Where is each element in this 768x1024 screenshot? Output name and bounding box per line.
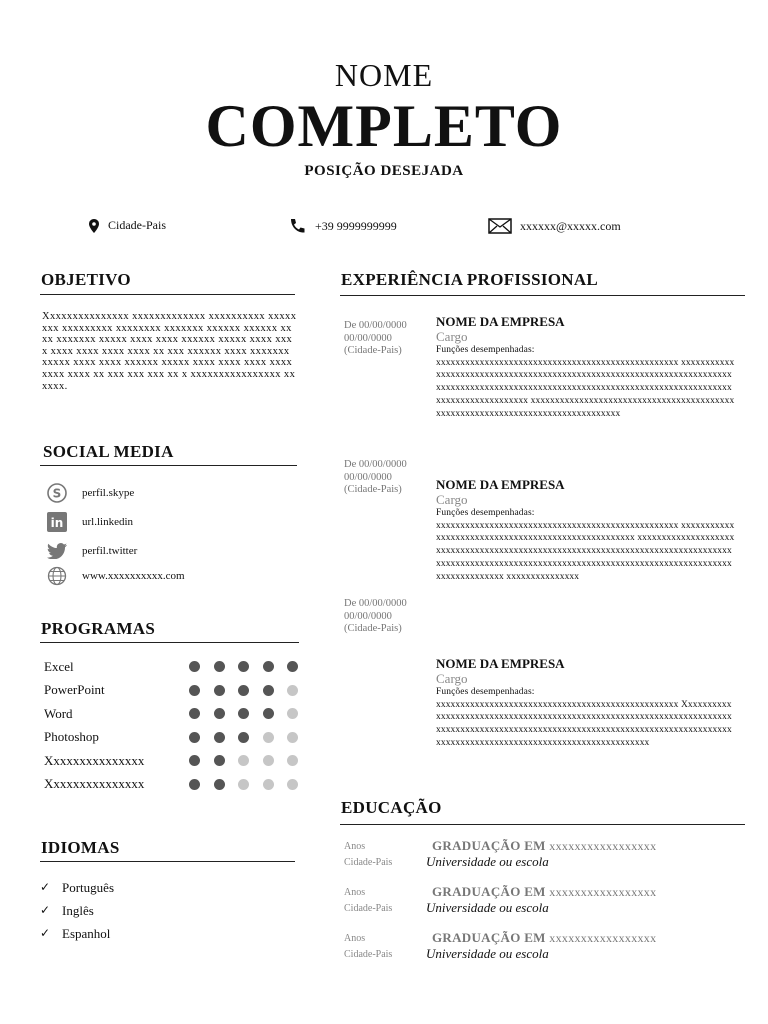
job-description: xxxxxxxxxxxxxxxxxxxxxxxxxxxxxxxxxxxxxxxxxxxxxxxxxx xxxxxxxxxxxxxxxxxxxxxxxxxxxxxxxxxxxxxxxxxxxxxxxxxxxx xxxxxxxxxxxxxxxxxxxxxxxxxxxxxxxxxxxxxxxxxxxxxxxxxxxxxxxxxxxxxxxxxxxxxxxxxxxxxxxxxxxxxxxxxxxxxxxxxxxxxxxxxxxxxxxxxxxxxxxxxxxxxxxxxxxxxxxxxxxxxxxxxxxxxxxxxxxx xxxxxxxxxxxxxxx [436, 520, 735, 582]
functions-label: Funções desempenhadas: [436, 508, 535, 518]
education-title: EDUCAÇÃO [341, 798, 442, 817]
skill-dot-filled [189, 779, 200, 790]
skill-dot-empty [287, 732, 298, 743]
skill-dot-filled [238, 685, 249, 696]
skill-dot-filled [189, 685, 200, 696]
linkedin-icon [46, 511, 68, 533]
programs-title: PROGRAMAS [41, 619, 156, 638]
program-label: Word [44, 705, 73, 721]
envelope-icon [488, 218, 512, 234]
skill-dot-empty [287, 685, 298, 696]
skill-dot-filled [214, 685, 225, 696]
job-entry [436, 314, 736, 420]
skill-dot-empty [287, 755, 298, 766]
program-item [44, 655, 304, 679]
social-title: SOCIAL MEDIA [43, 442, 174, 461]
edu-city: Cidade-Pais [344, 949, 393, 960]
programs-divider [40, 642, 299, 643]
name-line2: COMPLETO [205, 93, 563, 159]
globe-icon [46, 565, 68, 587]
language-item: ✓ Espanhol [40, 925, 111, 941]
skill-dot-filled [214, 779, 225, 790]
skill-dot-filled [214, 661, 225, 672]
skill-dot-filled [214, 708, 225, 719]
skill-level-dots [189, 661, 298, 672]
social-item-skype[interactable] [46, 483, 185, 503]
languages-divider [40, 861, 295, 862]
skill-level-dots [189, 732, 298, 743]
edu-degree: GRADUAÇÃO EM xxxxxxxxxxxxxxxxx [432, 838, 657, 853]
company-name: NOME DA EMPRESA [436, 314, 565, 329]
social-item-linkedin[interactable] [46, 512, 185, 532]
job-dates: De 00/00/0000 00/00/0000 (Cidade-Pais) [344, 598, 407, 634]
skill-dot-empty [238, 779, 249, 790]
job-role: Cargo [436, 329, 468, 344]
contact-phone [289, 218, 397, 234]
objective-divider [40, 294, 295, 295]
languages-title: IDIOMAS [41, 838, 120, 857]
map-pin-icon [88, 219, 100, 233]
edu-school: Universidade ou escola [426, 854, 549, 869]
programs-list [44, 655, 304, 796]
social-item-twitter[interactable] [46, 541, 185, 561]
edu-city: Cidade-Pais [344, 857, 393, 868]
skill-dot-filled [189, 755, 200, 766]
edu-years: Anos [344, 887, 366, 898]
skill-dot-filled [287, 661, 298, 672]
program-item [44, 702, 304, 726]
skill-dot-filled [214, 755, 225, 766]
edu-degree: GRADUAÇÃO EM xxxxxxxxxxxxxxxxx [432, 884, 657, 899]
edu-years: Anos [344, 841, 366, 852]
edu-school: Universidade ou escola [426, 946, 549, 961]
skill-dot-empty [263, 755, 274, 766]
skill-level-dots [189, 685, 298, 696]
skill-dot-filled [214, 732, 225, 743]
social-item-website[interactable] [46, 566, 185, 586]
skill-dot-filled [189, 708, 200, 719]
contact-location [88, 218, 166, 233]
company-name: NOME DA EMPRESA [436, 477, 565, 492]
program-label: Xxxxxxxxxxxxxxx [44, 776, 145, 792]
functions-label: Funções desempenhadas: [436, 687, 535, 697]
location-text: Cidade-Pais [108, 218, 166, 232]
skill-dot-filled [189, 732, 200, 743]
desired-position: POSIÇÃO DESEJADA [304, 163, 464, 179]
job-entry [436, 656, 736, 771]
edu-school: Universidade ou escola [426, 900, 549, 915]
check-icon: ✓ [40, 926, 51, 940]
name-line1: NOME [334, 57, 434, 93]
program-item [44, 726, 304, 750]
phone-text: +39 9999999999 [315, 218, 397, 233]
skill-dot-empty [287, 708, 298, 719]
website-label: www.xxxxxxxxxx.com [82, 570, 185, 582]
skill-dot-filled [263, 661, 274, 672]
skill-dot-filled [263, 708, 274, 719]
edu-years: Anos [344, 933, 366, 944]
program-label: PowerPoint [44, 682, 105, 698]
job-role: Cargo [436, 671, 468, 686]
company-name: NOME DA EMPRESA [436, 656, 565, 671]
experience-title: EXPERIÊNCIA PROFISSIONAL [341, 270, 599, 289]
phone-icon [289, 218, 307, 234]
program-label: Photoshop [44, 729, 99, 745]
skill-level-dots [189, 708, 298, 719]
program-item [44, 679, 304, 703]
skill-dot-filled [189, 661, 200, 672]
check-icon: ✓ [40, 903, 51, 917]
skill-dot-filled [263, 685, 274, 696]
program-label: Excel [44, 658, 74, 674]
job-dates: De 00/00/0000 00/00/0000 (Cidade-Pais) [344, 459, 407, 495]
social-list [46, 483, 185, 586]
language-item: ✓ Inglês [40, 902, 94, 918]
skill-dot-empty [287, 779, 298, 790]
skill-dot-empty [263, 732, 274, 743]
edu-city: Cidade-Pais [344, 903, 393, 914]
program-item [44, 749, 304, 773]
linkedin-label: url.linkedin [82, 516, 134, 528]
social-divider [40, 465, 297, 466]
skype-label: perfil.skype [82, 487, 135, 499]
skill-level-dots [189, 755, 298, 766]
job-dates: De 00/00/0000 00/00/0000 (Cidade-Pais) [344, 320, 407, 356]
languages-list [40, 876, 114, 945]
contact-email [488, 218, 621, 234]
svg-text:in: in [50, 516, 64, 530]
svg-text:S: S [52, 486, 62, 501]
skill-level-dots [189, 779, 298, 790]
twitter-label: perfil.twitter [82, 545, 138, 557]
job-entry [436, 477, 736, 583]
skill-dot-filled [238, 661, 249, 672]
job-description: xxxxxxxxxxxxxxxxxxxxxxxxxxxxxxxxxxxxxxxxxxxxxxxxxx xxxxxxxxxxxxxxxxxxxxxxxxxxxxxxxxxxxxxxxxxxxxxxxxxxxxxxxxxxxxxxxxxxxxxxxxxxxxxxxxxxxxxxxxxxxxxxxxxxxxxxxxxxxxxxxxxxxxxxxxxxxxxxxxxxxxxxxxxxxxxxxxxxxxxxxx xxxxxxxxxxxxxxxxxxxxxxxxxxxxxxxxxxxxxxxxxxxxxxxxxxxxxxxxxxxxxxxxxxxxxxxxxxxxxxxx [436, 357, 735, 419]
skill-dot-filled [238, 732, 249, 743]
education-divider [340, 824, 745, 825]
edu-degree: GRADUAÇÃO EM xxxxxxxxxxxxxxxxx [432, 930, 657, 945]
objective-title: OBJETIVO [41, 270, 131, 289]
functions-label: Funções desempenhadas: [436, 345, 535, 355]
program-label: Xxxxxxxxxxxxxxx [44, 752, 145, 768]
twitter-icon [46, 540, 68, 562]
check-icon: ✓ [40, 880, 51, 894]
language-item: ✓ Português [40, 879, 114, 895]
program-item [44, 773, 304, 797]
skill-dot-filled [238, 708, 249, 719]
skill-dot-empty [263, 779, 274, 790]
skill-dot-empty [238, 755, 249, 766]
skype-icon [46, 482, 68, 504]
objective-text: Xxxxxxxxxxxxxxx xxxxxxxxxxxxx xxxxxxxxxx xxxxxxxx xxxxxxxxx xxxxxxxx xxxxxxx xxxxxx xxxxxx xxxx xxxxxxx xxxxx xxxx xxxx xxxxxx xxxxx xxxx xxxx xxxx xxxx xxxx xxxx xx xxx xxxxxx xxxx xxxxxxx xxxxx xxxx xxxx xxxxxx xxxxx xxxx xxxx xxxx xxxx xxxx xxxx xx xxx xxx xxx xx x xxxxxxxxxxxxxxxx xxxxxx. [42, 311, 297, 392]
job-description: xxxxxxxxxxxxxxxxxxxxxxxxxxxxxxxxxxxxxxxxxxxxxxxxxx Xxxxxxxxxxxxxxxxxxxxxxxxxxxxxxxxxxxxxxxxxxxxxxxxxxxxxxxxxxxxxxxxxxxxxxxxxxxxxxxxxxxxxxxxxxxxxxxxxxxxxxxxxxxxxxxxxxxxxxxxxxxxxxxxxxxxxxxxxxxxxxxxxxxxxxxxxxxxxxxxxxxxxxxxxxxxxxxx [436, 699, 732, 748]
email-text: xxxxxx@xxxxx.com [520, 218, 621, 233]
experience-divider [340, 295, 745, 296]
job-role: Cargo [436, 492, 468, 507]
